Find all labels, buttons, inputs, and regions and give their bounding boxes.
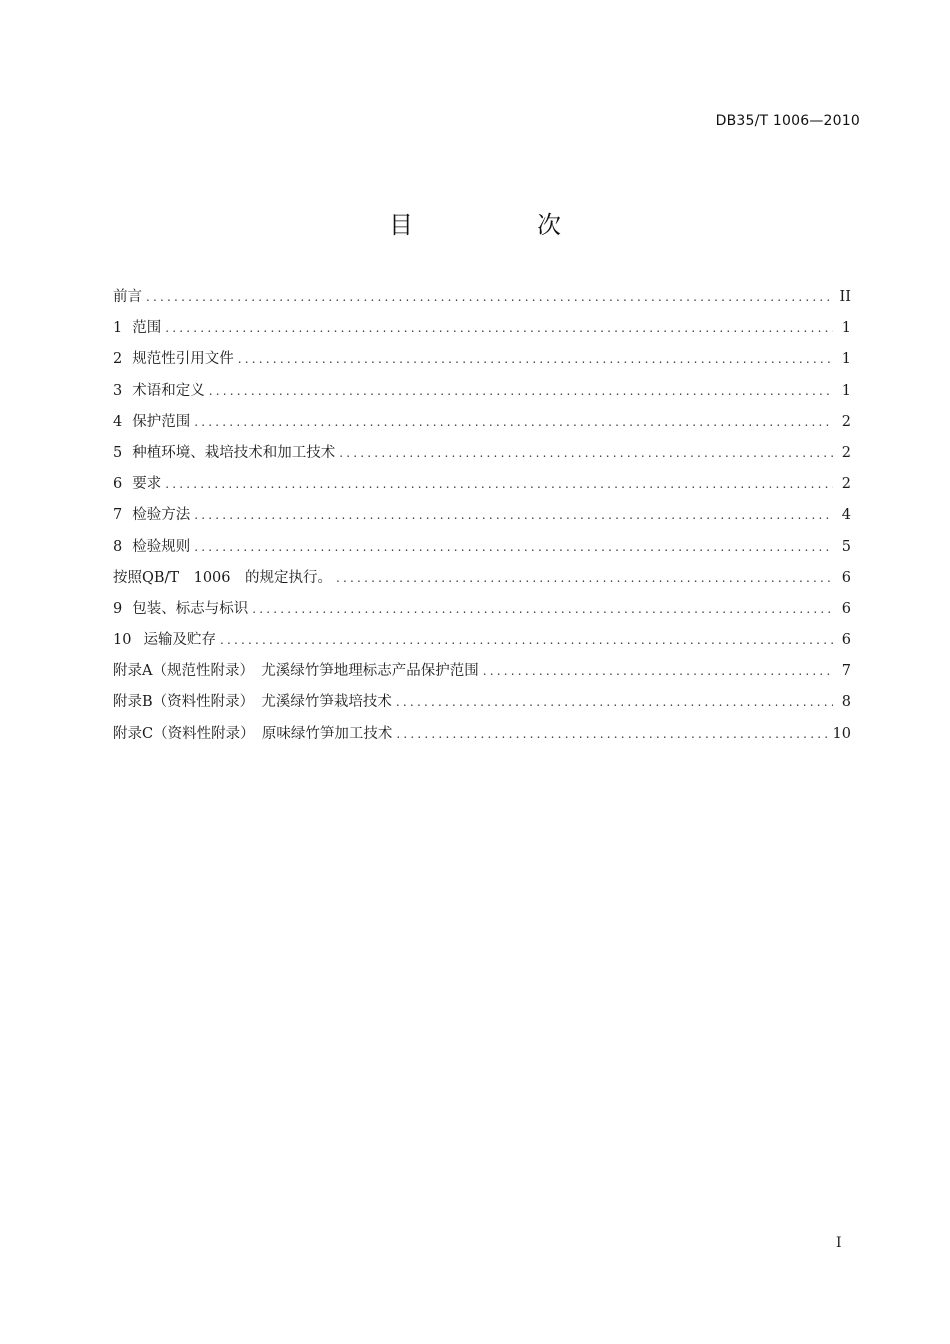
toc-entry-page: 2 (841, 444, 851, 461)
toc-entry[interactable] (113, 410, 851, 441)
toc-entry[interactable] (113, 535, 851, 566)
toc-entry-number: 9 (113, 600, 123, 617)
toc-entry-label: 范围 (132, 320, 162, 337)
toc-entry-page: 2 (841, 476, 851, 493)
toc-entry[interactable] (113, 441, 851, 472)
toc-entry-label: 种植环境、栽培技术和加工技术 (132, 444, 336, 461)
toc-entry-number: 2 (113, 351, 123, 368)
toc-entry-label: 要求 (132, 476, 162, 493)
toc-entry-label: 检验规则 (132, 538, 191, 555)
toc-entry-number: 4 (113, 413, 123, 430)
document-code: DB35/T 1006—2010 (715, 113, 860, 129)
toc-entry-page: 7 (841, 663, 851, 680)
toc-entry-label: 附录A（规范性附录） 尤溪绿竹笋地理标志产品保护范围 (113, 663, 479, 680)
toc-entry[interactable] (113, 316, 851, 347)
toc-entry[interactable] (113, 659, 851, 690)
toc-title: 目 次 (389, 211, 611, 239)
toc-entry-number: 7 (113, 507, 123, 524)
toc-dot-leader (396, 727, 826, 741)
toc-entry-label: 规范性引用文件 (132, 351, 234, 368)
toc-entry-label: 保护范围 (132, 413, 191, 430)
toc-entry[interactable] (113, 285, 851, 316)
toc-entry[interactable] (113, 566, 851, 597)
toc-entry-label: 附录B（资料性附录） 尤溪绿竹笋栽培技术 (113, 694, 392, 711)
toc-entry[interactable] (113, 722, 851, 753)
toc-entry-page: 5 (841, 538, 851, 555)
toc-entry-page: 6 (841, 632, 851, 649)
toc-entry-page: II (839, 289, 851, 305)
toc-entry-number: 5 (113, 444, 123, 461)
toc-entry-label: 附录C（资料性附录） 原味绿竹笋加工技术 (113, 725, 393, 742)
toc-entry[interactable] (113, 379, 851, 410)
toc-entry[interactable] (113, 597, 851, 628)
toc-entry-page: 8 (841, 694, 851, 711)
toc-entry-label: 检验方法 (132, 507, 191, 524)
toc-entry[interactable] (113, 472, 851, 503)
toc-dot-leader (339, 446, 833, 460)
toc-entry-number: 10 (113, 632, 132, 649)
toc-dot-leader (146, 290, 833, 304)
toc-entry-number: 3 (113, 382, 123, 399)
toc-entry-number: 1 (113, 320, 123, 337)
toc-dot-leader (220, 633, 833, 647)
toc-dot-leader (165, 321, 833, 335)
page-number: I (836, 1235, 842, 1251)
toc-entry-page: 4 (841, 507, 851, 524)
toc-entry-label: 术语和定义 (132, 382, 205, 399)
toc-entry-page: 10 (832, 725, 851, 742)
toc-entry-page: 1 (841, 351, 851, 368)
toc-entry-label: 运输及贮存 (143, 632, 216, 649)
toc-entry[interactable] (113, 628, 851, 659)
toc-entry-label: 按照QB/T 1006 的规定执行。 (113, 569, 333, 586)
toc-dot-leader (238, 352, 833, 366)
toc-entry-page: 6 (841, 600, 851, 617)
toc-entry[interactable] (113, 347, 851, 378)
toc-dot-leader (252, 602, 833, 616)
toc-dot-leader (336, 571, 833, 585)
toc-entry-page: 2 (841, 413, 851, 430)
toc-dot-leader (483, 664, 833, 678)
toc-dot-leader (194, 540, 833, 554)
toc-entry-page: 1 (841, 382, 851, 399)
toc-entry-label: 前言 (113, 289, 142, 305)
toc-dot-leader (194, 415, 833, 429)
toc-entry-number: 8 (113, 538, 123, 555)
toc-dot-leader (194, 508, 833, 522)
toc-entry-page: 6 (841, 569, 851, 586)
toc-entry[interactable] (113, 690, 851, 721)
table-of-contents (113, 285, 851, 753)
toc-entry-label: 包装、标志与标识 (132, 600, 249, 617)
toc-entry-number: 6 (113, 476, 123, 493)
toc-dot-leader (209, 384, 833, 398)
toc-entry-page: 1 (841, 320, 851, 337)
toc-dot-leader (165, 477, 833, 491)
toc-dot-leader (396, 695, 833, 709)
toc-entry[interactable] (113, 503, 851, 534)
